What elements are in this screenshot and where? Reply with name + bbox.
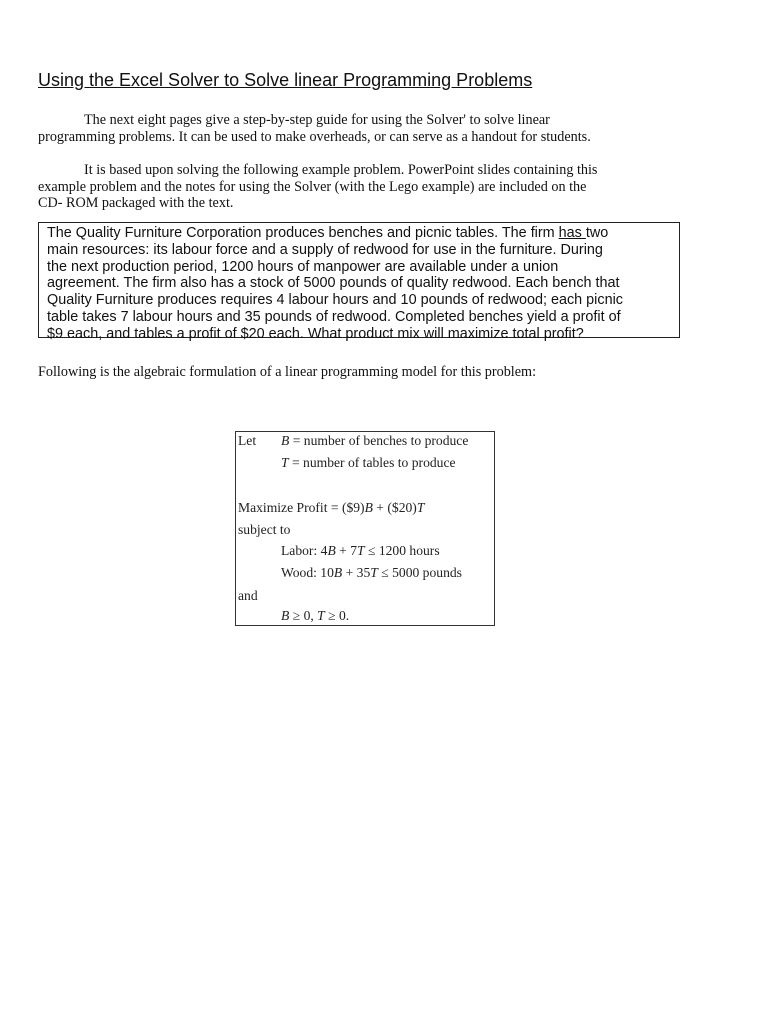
wood-constraint: Wood: 10B + 35T ≤ 5000 pounds (281, 565, 462, 580)
formulation-intro: Following is the algebraic formulation of a linear programming model for this problem: (38, 364, 537, 380)
problem-line-1a: The Quality Furniture Corporation produces benches and picnic tables. The firm (47, 225, 559, 241)
problem-line-7: $9 each, and tables a profit of $20 each. What product mix will maximize total profit? (47, 325, 584, 342)
problem-line-1b: two (585, 225, 609, 241)
and-label: and (238, 588, 258, 603)
page-title: Using the Excel Solver to Solve linear Programming Problems (38, 70, 533, 90)
formulation-box (235, 431, 495, 626)
example-line-3: CD- ROM packaged with the text. (38, 195, 234, 212)
example-line-1: It is based upon solving the following example problem. PowerPoint slides containing this (84, 162, 598, 178)
intro-line-2: programming problems. It can be used to make overheads, or can serve as a handout for students. (38, 128, 591, 145)
problem-line-2: main resources: its labour force and a supply of redwood for use in the furniture. During (47, 241, 603, 258)
objective-function: Maximize Profit = ($9)B + ($20)T (238, 500, 425, 515)
definition-b: B = number of benches to produce (281, 433, 469, 448)
definition-t: T = number of tables to produce (281, 455, 456, 470)
nonnegativity-constraint: B ≥ 0, T ≥ 0. (281, 608, 350, 623)
problem-line-3: the next production period, 1200 hours of manpower are available under a union (47, 258, 559, 275)
problem-statement-box (38, 222, 680, 342)
example-line-2: example problem and the notes for using the Solver (with the Lego example) are included on the (38, 178, 587, 195)
labor-constraint: Labor: 4B + 7T ≤ 1200 hours (281, 543, 440, 558)
problem-line-6: table takes 7 labour hours and 35 pounds of redwood. Completed benches yield a profit of (47, 308, 621, 325)
intro-line-1: The next eight pages give a step-by-step guide for using the Solver' to solve linear (84, 112, 550, 128)
let-label: Let (238, 433, 257, 448)
problem-line-4: agreement. The firm also has a stock of 5000 pounds of quality redwood. Each bench that (47, 275, 620, 292)
problem-underlined-word: has (558, 225, 586, 241)
problem-line-5: Quality Furniture produces requires 4 labour hours and 10 pounds of redwood; each picnic (47, 292, 623, 309)
subject-to-label: subject to (238, 522, 291, 537)
intro-paragraph (38, 112, 658, 145)
example-paragraph (38, 162, 658, 212)
